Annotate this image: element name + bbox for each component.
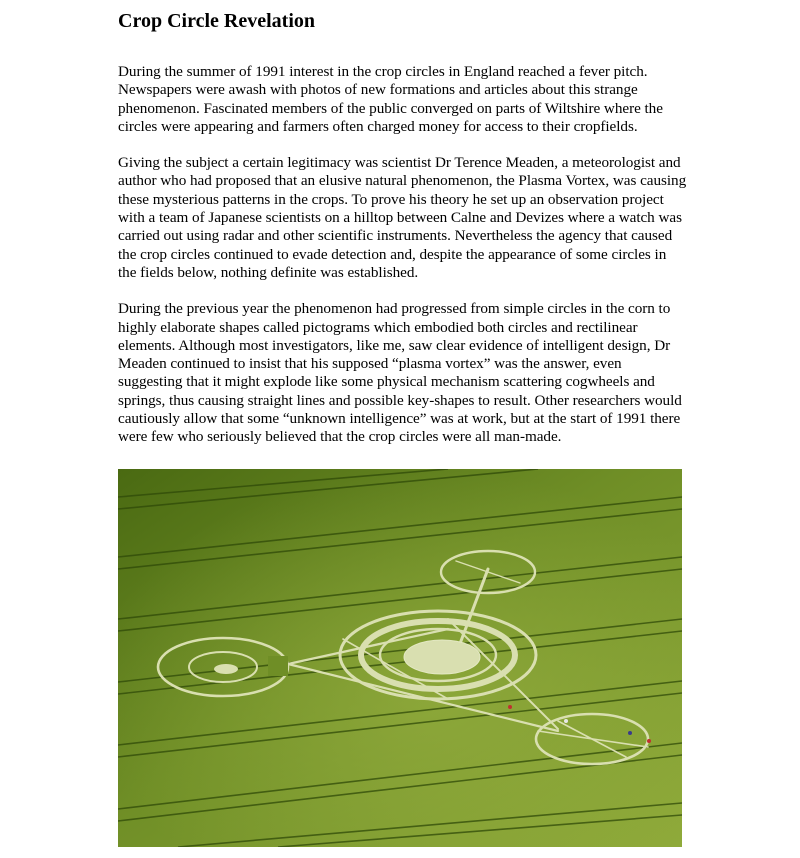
paragraph-3: During the previous year the phenomenon had progressed from simple circles in the corn to highly elaborate shapes called pictograms which embodied both circles and rectilinear elements. Although most investigators, like me, saw clear evidence of intelligent design, Dr Meaden continued to insist that his supposed “plasma vortex” was the answer, even suggesting that it might explode like some physical mechanism scattering cogwheels and springs, thus causing straight lines and possible key-shapes to result. Other researchers would cautiously allow that some “unknown intelligence” was at work, but at the start of 1991 there were few who seriously believed that the crop circles were all man-made. <box>118 300 682 446</box>
document-page <box>118 0 688 447</box>
field-glow <box>118 469 682 847</box>
crop-circle-photo <box>118 469 682 847</box>
page-title: Crop Circle Revelation <box>118 10 316 32</box>
paragraph-1: During the summer of 1991 interest in the crop circles in England reached a fever pitch. Newspapers were awash with photos of new formations and articles about this strange phenomenon. Fascinated members of the public converged on parts of Wiltshire where the circles were appearing and farmers often charged money for access to their cropfields. <box>118 63 663 135</box>
paragraph-2: Giving the subject a certain legitimacy was scientist Dr Terence Meaden, a meteorologist and author who had proposed that an elusive natural phenomenon, the Plasma Vortex, was causing these mysterious patterns in the crops. To prove his theory he set up an observation project with a team of Japanese scientists on a hilltop between Calne and Devizes where a watch was carried out using radar and other scientific instruments. Nevertheless the agency that caused the crop circles continued to evade detection and, despite the appearance of some circles in the fields below, nothing definite was established. <box>118 154 687 281</box>
